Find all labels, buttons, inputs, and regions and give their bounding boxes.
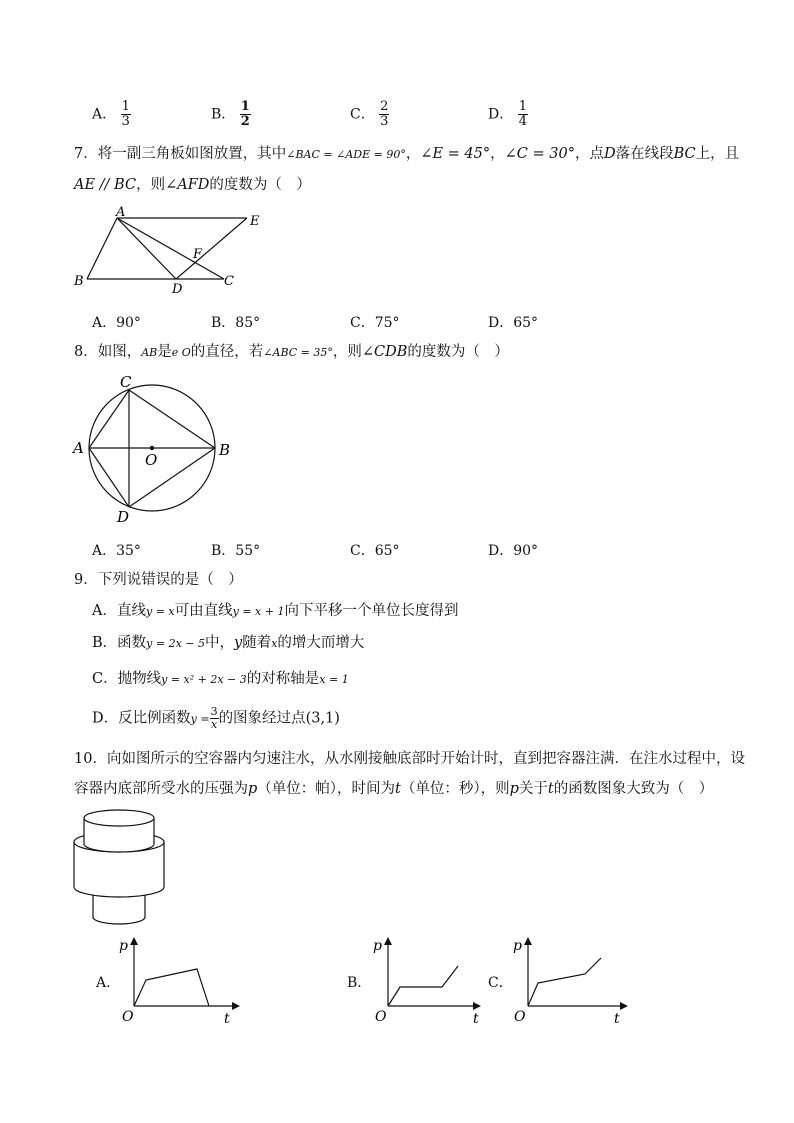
graph-b-label[interactable]: B． <box>347 975 372 991</box>
y-arrow <box>524 937 532 945</box>
top-cylinder-rim <box>84 810 154 826</box>
q9-option-b[interactable]: B．函数y = 2x − 5中，y随着x的增大而增大 <box>92 635 365 651</box>
q8-option-a[interactable]: A．35° <box>92 543 141 559</box>
label-e: E <box>250 214 260 229</box>
chord-db <box>129 448 215 507</box>
label-o: O <box>145 451 158 469</box>
segment-ac <box>117 218 224 279</box>
label-d: D <box>117 508 130 526</box>
pressure-curve <box>134 969 209 1006</box>
fraction: $\frac{1}{2}$ <box>240 99 250 129</box>
q9-option-a[interactable]: A．直线y = x可由直线y = x + 1向下平移一个单位长度得到 <box>92 603 459 619</box>
segment-ab <box>87 218 117 279</box>
x-arrow <box>232 1002 240 1010</box>
pressure-curve <box>528 958 601 1006</box>
chord-ac <box>89 390 129 448</box>
q7-stem-line1: 7．将一副三角板如图放置，其中∠BAC = ∠ADE = 90°，∠E = 45°，∠C = 30°，点D落在线段BC上，且 <box>74 146 740 162</box>
y-arrow <box>384 937 392 945</box>
q6-option-d[interactable]: D． $\frac{1}{4}$ <box>488 99 527 129</box>
fraction: $\frac{1}{3}$ <box>121 99 130 129</box>
q8-stem: 8．如图，AB是e O的直径，若∠ABC = 35°，则∠CDB的度数为（ ） <box>74 344 509 360</box>
center-point <box>150 446 154 450</box>
pressure-curve <box>388 966 458 1006</box>
q7-option-d[interactable]: D．65° <box>488 315 539 331</box>
label-d: D <box>172 282 183 297</box>
q9-option-d[interactable]: D．反比例函数y = $\frac{3}{x}$ 的图象经过点(3,1) <box>92 705 340 731</box>
label-c: C <box>120 373 132 391</box>
graph-c-label[interactable]: C． <box>488 975 513 991</box>
label-b: B <box>74 274 84 289</box>
graph-a-label[interactable]: A． <box>96 975 121 991</box>
chord-cb <box>129 390 215 448</box>
q7-option-b[interactable]: B．85° <box>211 315 261 331</box>
fraction: $\frac{3}{x}$ <box>210 705 218 731</box>
q8-figure <box>70 372 240 527</box>
container-figure <box>70 805 170 930</box>
q6-option-b[interactable]: B． $\frac{1}{2}$ <box>211 99 250 129</box>
origin-label: O <box>375 1009 387 1025</box>
label-a: A <box>116 205 126 220</box>
q10-stem-line2: 容器内底部所受水的压强为p（单位：帕），时间为t（单位：秒），则p关于t的函数图象大致为（ ） <box>74 781 714 797</box>
y-axis-label: p <box>373 938 382 954</box>
q6-option-a[interactable]: A． $\frac{1}{3}$ <box>92 99 130 129</box>
fraction: $\frac{2}{3}$ <box>380 99 389 129</box>
y-axis-label: p <box>513 938 522 954</box>
segment-de <box>176 218 247 279</box>
chord-ad <box>89 448 129 507</box>
origin-label: O <box>122 1009 134 1025</box>
q6-option-c[interactable]: C． $\frac{2}{3}$ <box>350 99 389 129</box>
segment-ad <box>117 218 176 279</box>
y-axis-label: p <box>119 938 128 954</box>
q8-option-d[interactable]: D．90° <box>488 543 539 559</box>
label-b: B <box>219 441 231 459</box>
label-a: A <box>73 439 84 457</box>
graph-b <box>368 936 498 1026</box>
graph-a <box>114 936 244 1026</box>
label-f: F <box>193 247 203 262</box>
x-arrow <box>473 1002 481 1010</box>
fraction: $\frac{1}{4}$ <box>518 99 527 129</box>
q7-option-a[interactable]: A．90° <box>92 315 141 331</box>
origin-label: O <box>514 1009 526 1025</box>
q8-option-b[interactable]: B．55° <box>211 543 261 559</box>
x-axis-label: t <box>473 1011 479 1026</box>
x-axis-label: t <box>224 1011 230 1026</box>
label-c: C <box>224 274 234 289</box>
q7-stem-line2: AE // BC，则∠AFD的度数为（ ） <box>74 177 311 193</box>
q9-option-c[interactable]: C．抛物线y = x² + 2x − 3的对称轴是x = 1 <box>92 671 349 687</box>
y-arrow <box>130 937 138 945</box>
q9-stem: 9．下列说错误的是（ ） <box>74 572 243 588</box>
q7-option-c[interactable]: C．75° <box>350 315 400 331</box>
x-arrow <box>620 1002 628 1010</box>
q8-option-c[interactable]: C．65° <box>350 543 400 559</box>
q10-stem-line1: 10．向如图所示的空容器内匀速注水，从水刚接触底部时开始计时，直到把容器注满．在注水过程中，设 <box>74 751 745 767</box>
q7-figure <box>70 204 260 298</box>
x-axis-label: t <box>614 1011 620 1026</box>
graph-c <box>508 936 638 1026</box>
